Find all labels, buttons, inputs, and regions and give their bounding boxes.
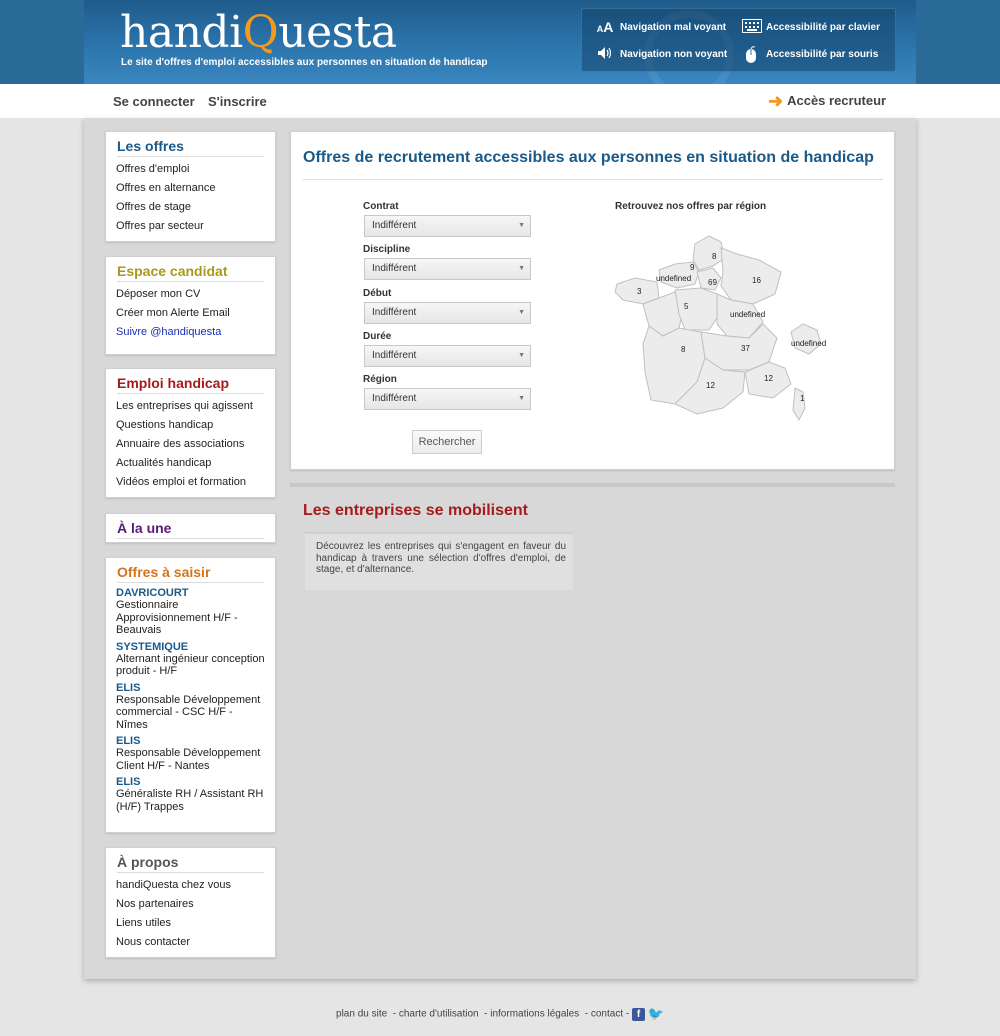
offer-item[interactable] [106, 735, 275, 772]
mouse-icon [742, 46, 760, 62]
region-ile-de-france[interactable] [697, 268, 721, 290]
sidebar-box-emploi [105, 368, 276, 498]
speaker-icon [596, 46, 614, 62]
region-label: Région [363, 374, 397, 385]
nav-mal-voyant-link[interactable]: AA Navigation mal voyant [596, 19, 727, 35]
offer-title: Gestionnaire Approvisionnement H/F - Beauvais [116, 599, 238, 636]
offer-item[interactable] [106, 682, 275, 732]
offer-company: DAVRICOURT [116, 587, 189, 599]
offer-title: Généraliste RH / Assistant RH (H/F) Trappes [116, 788, 264, 813]
map-label: 8 [681, 345, 686, 354]
map-label: 3 [637, 287, 642, 296]
map-label: 37 [741, 344, 750, 353]
footer-legal-link[interactable]: informations légales [490, 1008, 580, 1020]
sidebar-title-saisir: Offres à saisir [117, 564, 264, 583]
offer-item[interactable] [106, 641, 275, 678]
region-corse[interactable] [793, 388, 805, 420]
contrat-select[interactable]: Indifférent ▼ [364, 215, 531, 237]
sidebar-box-une [105, 513, 276, 543]
top-navigation [84, 84, 916, 118]
offer-title: Responsable Développement Client H/F - Nantes [116, 747, 261, 772]
map-title: Retrouvez nos offres par région [615, 201, 767, 212]
keyboard-access-link[interactable]: Accessibilité par clavier [742, 19, 880, 35]
divider [303, 532, 573, 533]
sidebar-item-annuaire[interactable]: Annuaire des associations [116, 438, 245, 450]
map-label: 5 [684, 302, 689, 311]
sidebar-item-questions[interactable]: Questions handicap [116, 419, 214, 431]
panel-separator [290, 483, 895, 487]
site-logo[interactable]: handiQuesta [120, 7, 397, 58]
france-region-map[interactable] [613, 232, 833, 422]
recruiter-access-link[interactable]: ➜ Accès recruteur [768, 90, 887, 111]
duree-label: Durée [363, 331, 392, 342]
sidebar-box-offres [105, 131, 276, 242]
sidebar-item-offres-secteur[interactable]: Offres par secteur [116, 220, 204, 232]
sidebar-item-actualites[interactable]: Actualités handicap [116, 457, 212, 469]
nav-non-voyant-link[interactable]: Navigation non voyant [596, 46, 727, 62]
sidebar-title-propos: À propos [117, 854, 264, 873]
region-select[interactable]: Indifférent ▼ [364, 388, 531, 410]
sidebar-item-contact[interactable]: Nous contacter [116, 936, 190, 948]
chevron-down-icon: ▼ [518, 309, 525, 316]
site-header [84, 0, 916, 84]
twitter-icon[interactable]: 🐦 [647, 1006, 664, 1021]
sidebar-box-saisir [105, 557, 276, 833]
sidebar-item-liens[interactable]: Liens utiles [116, 917, 172, 929]
offer-item[interactable] [106, 776, 275, 813]
discipline-label: Discipline [363, 244, 411, 255]
map-label: undefined [656, 274, 692, 283]
offer-company: ELIS [116, 776, 141, 788]
sidebar-title-offres: Les offres [117, 138, 264, 157]
mobilisent-title[interactable]: Les entreprises se mobilisent [303, 502, 528, 519]
map-label: undefined [791, 339, 827, 348]
map-label: undefined [730, 310, 766, 319]
sidebar-item-videos[interactable]: Vidéos emploi et formation [116, 476, 247, 488]
footer-contact-link[interactable]: contact [590, 1008, 624, 1020]
chevron-down-icon: ▼ [518, 395, 525, 402]
search-button[interactable]: Rechercher [412, 430, 482, 454]
sidebar-item-partenaires[interactable]: Nos partenaires [116, 898, 194, 910]
keyboard-icon [742, 19, 760, 35]
footer-charte-link[interactable]: charte d'utilisation [398, 1008, 479, 1020]
map-label: 16 [752, 276, 761, 285]
map-label: 69 [708, 278, 717, 287]
discipline-select[interactable]: Indifférent ▼ [364, 258, 531, 280]
arrow-right-icon: ➜ [768, 90, 784, 111]
sidebar-title-une[interactable]: À la une [117, 520, 264, 539]
debut-select[interactable]: Indifférent ▼ [364, 302, 531, 324]
sidebar-title-candidat: Espace candidat [117, 263, 264, 282]
signup-link[interactable]: S'inscrire [208, 94, 267, 109]
chevron-down-icon: ▼ [518, 265, 525, 272]
sidebar-item-alerte-email[interactable]: Créer mon Alerte Email [116, 307, 230, 319]
sidebar-box-candidat [105, 256, 276, 355]
site-tagline: Le site d'offres d'emploi accessibles aux personnes en situation de handicap [121, 57, 488, 68]
region-dom-tom[interactable] [791, 324, 821, 354]
facebook-icon[interactable]: f [632, 1008, 645, 1021]
offer-company: ELIS [116, 735, 141, 747]
mobilisent-text: Découvrez les entreprises qui s'engagent en faveur du handicap à travers une sélection d'offres d'emploi, de stage, et d'alternance. [305, 535, 573, 590]
map-label: 12 [706, 381, 715, 390]
map-label: 1 [800, 394, 805, 403]
sidebar-title-emploi: Emploi handicap [117, 375, 264, 394]
sidebar-item-deposer-cv[interactable]: Déposer mon CV [116, 288, 201, 300]
login-link[interactable]: Se connecter [113, 94, 195, 109]
mouse-access-link[interactable]: Accessibilité par souris [742, 46, 878, 62]
offer-title: Alternant ingénieur conception produit - H/F [116, 652, 265, 677]
chevron-down-icon: ▼ [518, 222, 525, 229]
region-centre[interactable] [675, 288, 721, 330]
search-title: Offres de recrutement accessibles aux personnes en situation de handicap [303, 149, 874, 166]
duree-select[interactable]: Indifférent ▼ [364, 345, 531, 367]
sidebar-item-offres-stage[interactable]: Offres de stage [116, 201, 192, 213]
text-size-icon: AA [596, 19, 614, 35]
divider [303, 179, 883, 180]
chevron-down-icon: ▼ [518, 352, 525, 359]
sidebar-item-chez-vous[interactable]: handiQuesta chez vous [116, 879, 231, 891]
map-label: 8 [712, 252, 717, 261]
contrat-label: Contrat [363, 201, 399, 212]
debut-label: Début [363, 288, 392, 299]
region-hauts-de-france[interactable] [693, 236, 725, 270]
sidebar-item-offres-emploi[interactable]: Offres d'emploi [116, 163, 190, 175]
map-label: 9 [690, 263, 695, 272]
search-panel [290, 131, 895, 470]
site-footer: plan du site - charte d'utilisation - informations légales - contact - f 🐦 [336, 1006, 664, 1021]
offer-company: ELIS [116, 681, 141, 694]
region-grand-est[interactable] [721, 248, 781, 304]
region-normandie[interactable] [659, 262, 699, 288]
offer-item[interactable] [106, 587, 275, 637]
sidebar-box-propos [105, 847, 276, 958]
accessibility-panel [581, 8, 896, 72]
footer-plan-link[interactable]: plan du site [336, 1008, 388, 1020]
offer-title: Responsable Développement commercial - CSC H/F - Nîmes [116, 693, 261, 731]
sidebar-item-entreprises[interactable]: Les entreprises qui agissent [116, 400, 253, 412]
sidebar-item-offres-alternance[interactable]: Offres en alternance [116, 182, 216, 194]
offer-company: SYSTEMIQUE [116, 640, 189, 653]
map-label: 12 [764, 374, 773, 383]
sidebar-item-twitter[interactable]: Suivre @handiquesta [116, 326, 222, 338]
